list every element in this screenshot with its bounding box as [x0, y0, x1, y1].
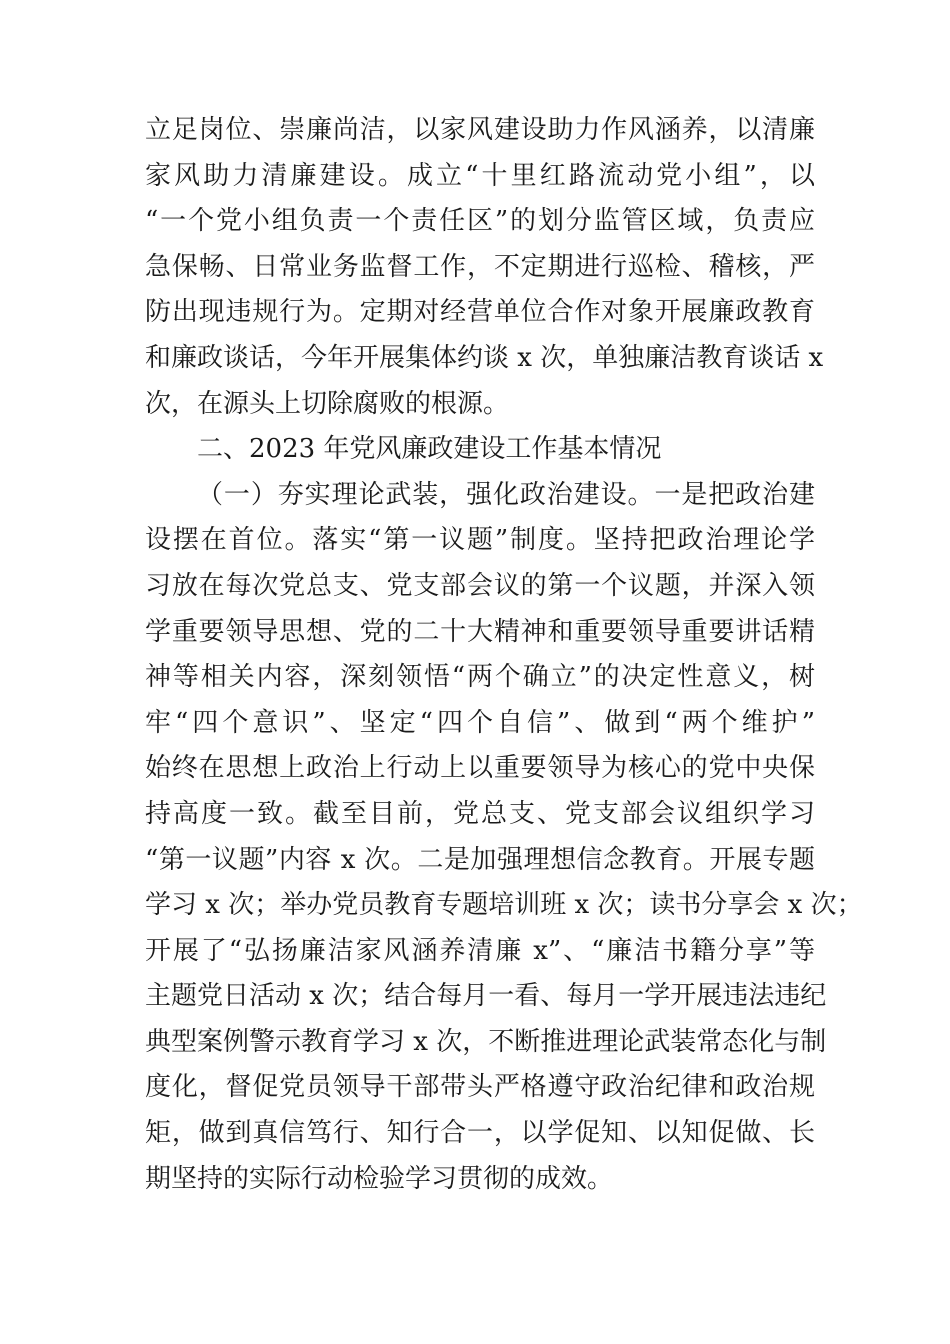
text-line: 家风助力清廉建设。成立“十里红路流动党小组”，以 — [145, 160, 815, 191]
text-line: 立足岗位、崇廉尚洁，以家风建设助力作风涵养，以清廉 — [145, 115, 815, 145]
text-line: 防出现违规行为。定期对经营单位合作对象开展廉政教育 — [145, 297, 815, 328]
text-line: 设摆在首位。落实“第一议题”制度。坚持把政治理论学 — [145, 525, 815, 556]
text-line: 典型案例警示教育学习 x 次，不断推进理论武装常态化与制 — [145, 1026, 827, 1057]
text-line: 急保畅、日常业务监督工作，不定期进行巡检、稽核，严 — [145, 251, 815, 282]
paragraph-theory-study — [145, 473, 863, 1203]
section-heading — [145, 427, 815, 473]
text-line: 持高度一致。截至目前，党总支、党支部会议组织学习 — [145, 798, 815, 829]
text-line: 开展了“弘扬廉洁家风涵养清廉 x”、“廉洁书籍分享”等 — [145, 935, 815, 966]
text-line: 学习 x 次；举办党员教育专题培训班 x 次；读书分享会 x 次； — [145, 890, 863, 921]
text-line: 主题党日活动 x 次；结合每月一看、每月一学开展违法违纪 — [145, 981, 827, 1012]
text-line: “一个党小组负责一个责任区”的划分监管区域，负责应 — [145, 206, 815, 237]
text-line: 牢“四个意识”、坚定“四个自信”、做到“两个维护” — [145, 707, 815, 738]
text-line: 期坚持的实际行动检验学习贯彻的成效。 — [145, 1163, 614, 1194]
paragraph-family-style — [145, 108, 824, 427]
text-line: 和廉政谈话，今年开展集体约谈 x 次，单独廉洁教育谈话 x — [145, 342, 824, 373]
text-line: 次，在源头上切除腐败的根源。 — [145, 388, 510, 419]
text-line: （一）夯实理论武装，强化政治建设。一是把政治建 — [197, 479, 815, 510]
text-line: 学重要领导思想、党的二十大精神和重要领导重要讲话精 — [145, 616, 815, 647]
text-line: 矩，做到真信笃行、知行合一，以学促知、以知促做、长 — [145, 1118, 815, 1149]
text-line: “第一议题”内容 x 次。二是加强理想信念教育。开展专题 — [145, 844, 815, 875]
text-line: 习放在每次党总支、党支部会议的第一个议题，并深入领 — [145, 570, 815, 601]
text-line: 神等相关内容，深刻领悟“两个确立”的决定性意义，树 — [145, 662, 815, 693]
section-heading-text: 二、2023 年党风廉政建设工作基本情况 — [197, 434, 662, 465]
text-line: 度化，督促党员领导干部带头严格遵守政治纪律和政治规 — [145, 1072, 815, 1103]
document-body — [145, 108, 863, 1202]
text-line: 始终在思想上政治上行动上以重要领导为核心的党中央保 — [145, 753, 815, 784]
